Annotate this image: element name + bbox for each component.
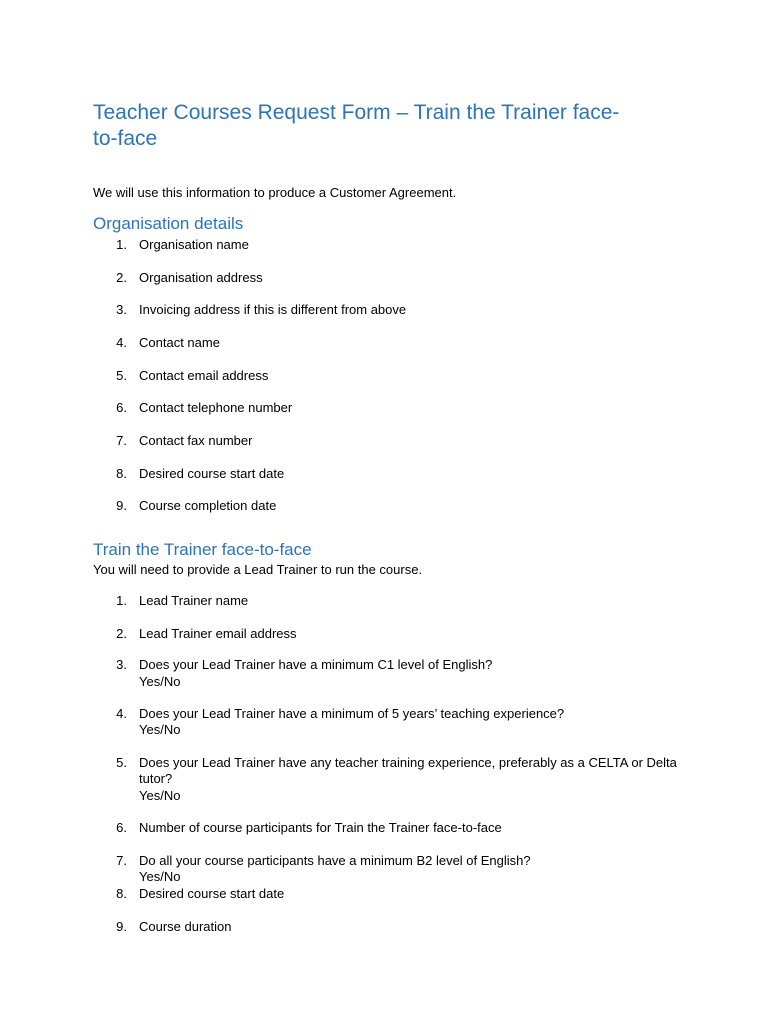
list-item-number: 3. [116,302,127,317]
list-item-number: 4. [116,706,127,721]
list-item-number: 6. [116,400,127,415]
list-item-continuation: tutor? [139,771,173,786]
section-heading-train-the-trainer: Train the Trainer face-to-face [93,540,312,559]
list-item: Course completion date [139,498,277,513]
list-item-number: 7. [116,853,127,868]
yes-no-answer: Yes/No [139,722,181,737]
list-item: Does your Lead Trainer have a minimum C1 level of English? [139,657,493,672]
list-item: Contact fax number [139,433,253,448]
list-item: Does your Lead Trainer have a minimum of 5 years’ teaching experience? [139,706,565,721]
section-intro-paragraph: You will need to provide a Lead Trainer to run the course. [93,562,423,577]
list-item: Number of course participants for Train the Trainer face-to-face [139,820,502,835]
list-item: Lead Trainer email address [139,626,297,641]
intro-paragraph: We will use this information to produce a Customer Agreement. [93,185,457,200]
page-title [93,100,693,152]
yes-no-answer: Yes/No [139,869,181,884]
list-item: Organisation name [139,237,249,252]
list-item-number: 3. [116,657,127,672]
list-item: Invoicing address if this is different from above [139,302,407,317]
list-item-number: 8. [116,466,127,481]
list-item: Desired course start date [139,466,285,481]
list-item: Lead Trainer name [139,593,249,608]
list-item-number: 4. [116,335,127,350]
list-item: Course duration [139,919,232,934]
list-item: Organisation address [139,270,263,285]
page-title-line-2: to-face [93,127,158,150]
page-title-line-1: Teacher Courses Request Form – Train the Trainer face- [93,101,620,124]
list-item-number: 2. [116,270,127,285]
list-item: Do all your course participants have a minimum B2 level of English? [139,853,531,868]
list-item-number: 7. [116,433,127,448]
list-item-number: 1. [116,237,127,252]
list-item: Contact name [139,335,220,350]
list-item-number: 5. [116,368,127,383]
yes-no-answer: Yes/No [139,788,181,803]
list-item: Desired course start date [139,886,285,901]
list-item: Does your Lead Trainer have any teacher training experience, preferably as a CELTA or Delta [139,755,677,770]
list-item-number: 8. [116,886,127,901]
list-item: Contact email address [139,368,269,383]
list-item-number: 9. [116,498,127,513]
list-item-number: 1. [116,593,127,608]
list-item-number: 2. [116,626,127,641]
list-item-number: 9. [116,919,127,934]
list-item: Contact telephone number [139,400,293,415]
list-item-number: 5. [116,755,127,770]
list-item-number: 6. [116,820,127,835]
section-heading-organisation-details: Organisation details [93,214,244,233]
yes-no-answer: Yes/No [139,674,181,689]
